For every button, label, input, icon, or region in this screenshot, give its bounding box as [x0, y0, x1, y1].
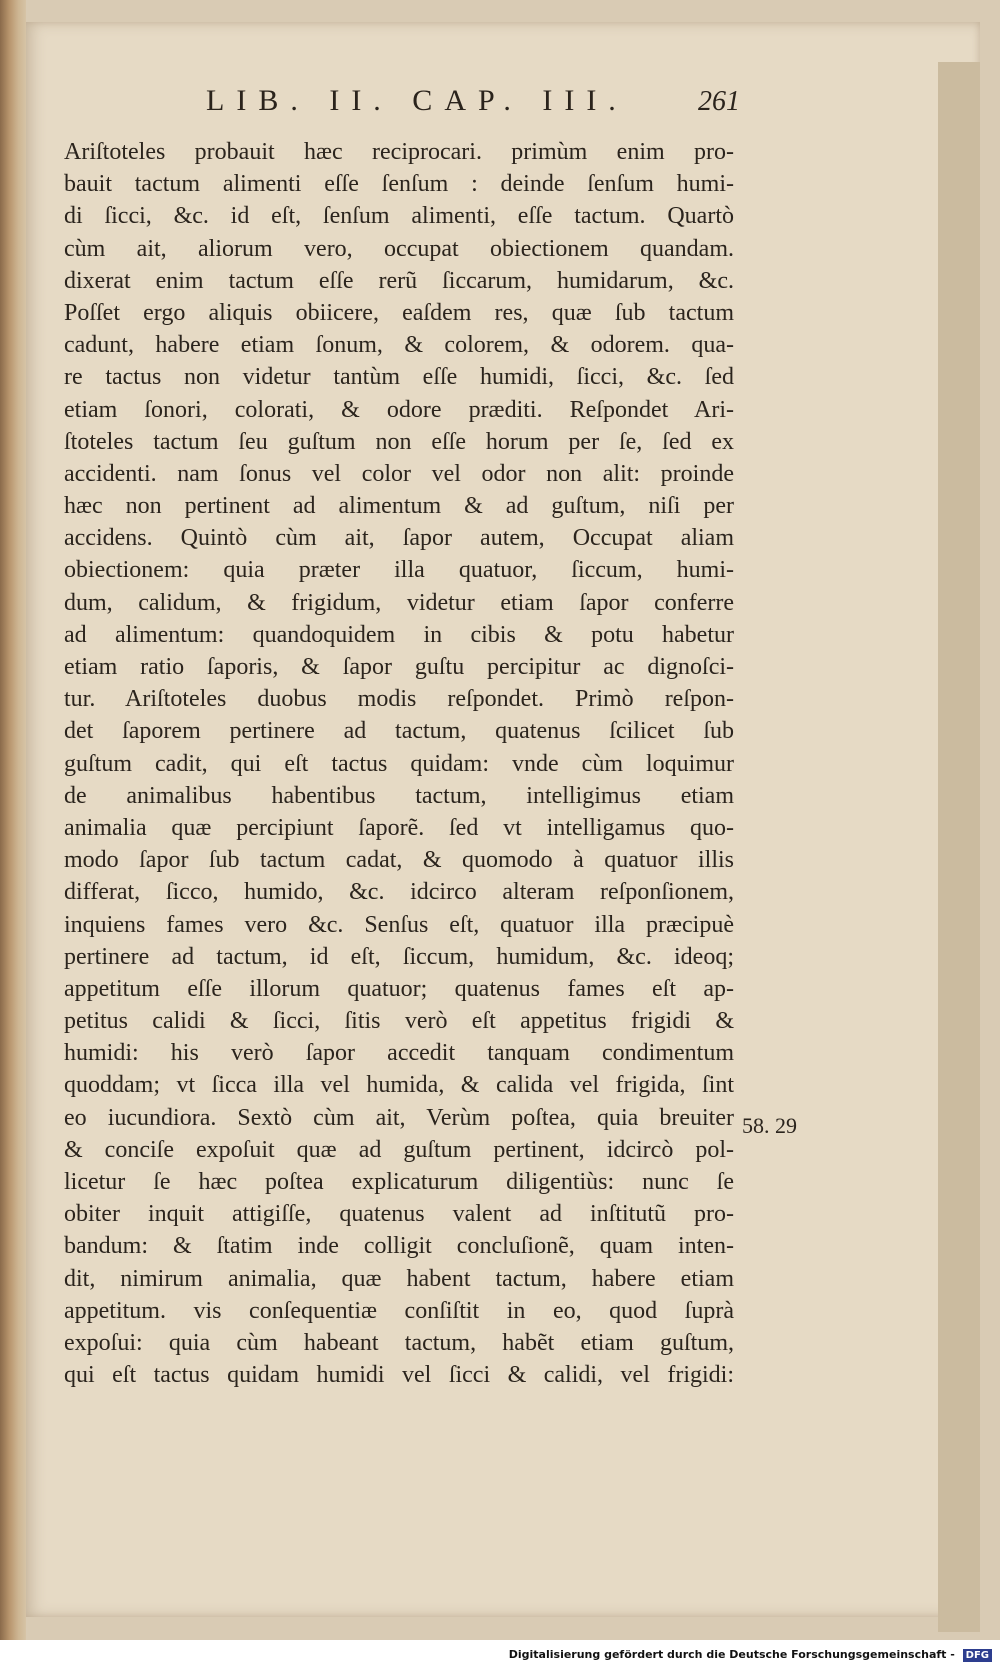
text-line: inquiens fames vero &c. Senſus eſt, quatuor illa præcipuè	[64, 911, 734, 938]
text-line: petitus calidi & ſicci, ſitis verò eſt appetitus frigidi &	[64, 1008, 734, 1035]
text-line: pertinere ad tactum, id eſt, ſiccum, humidum, &c. ideoq;	[64, 943, 734, 970]
text-line: licetur ſe hæc poſtea explicaturum diligentiùs: nunc ſe	[64, 1169, 734, 1195]
text-line: differat, ſicco, humido, &c. idcirco alteram reſponſionem,	[64, 879, 734, 906]
text-line: det ſaporem pertinere ad tactum, quatenus ſcilicet ſub	[64, 718, 734, 745]
text-line: modo ſapor ſub tactum cadat, & quomodo à quatuor illis	[64, 847, 734, 874]
text-line: etiam ſonori, colorati, & odore præditi. Reſpondet Ari-	[64, 396, 734, 423]
text-line: dixerat enim tactum eſſe rerũ ſiccarum, humidarum, &c.	[64, 267, 734, 294]
text-line: obiter inquit attigiſſe, quatenus valent ad inſtitutũ pro-	[64, 1201, 734, 1228]
text-line: bauit tactum alimenti eſſe ſenſum : deinde ſenſum humi-	[64, 171, 734, 198]
text-line: humidi: his verò ſapor accedit tanquam condimentum	[64, 1040, 734, 1067]
text-line: quoddam; vt ſicca illa vel humida, & calida vel frigida, ſint	[64, 1072, 734, 1099]
text-line: accidens. Quintò cùm ait, ſapor autem, Occupat aliam	[64, 525, 734, 552]
text-line: obiectionem: quia præter illa quatuor, ſiccum, humi-	[64, 557, 734, 584]
body-text	[64, 136, 734, 1391]
text-line: qui eſt tactus quidam humidi vel ſicci & calidi, vel frigidi:	[64, 1362, 734, 1389]
dfg-logo: DFG	[963, 1649, 992, 1662]
text-line: dum, calidum, & frigidum, videtur etiam ſapor conferre	[64, 589, 734, 616]
text-line: cadunt, habere etiam ſonum, & colorem, & odorem. qua-	[64, 332, 734, 359]
text-line: hæc non pertinent ad alimentum & ad guſtum, niſi per	[64, 493, 734, 520]
text-line: & conciſe expoſuit quæ ad guſtum pertinent, idcircò pol-	[64, 1136, 734, 1163]
text-line: expoſui: quia cùm habeant tactum, habẽt etiam guſtum,	[64, 1329, 734, 1356]
page-number: 261	[698, 86, 740, 117]
text-line: bandum: & ſtatim inde colligit concluſionẽ, quam inten-	[64, 1233, 734, 1260]
text-line: cùm ait, aliorum vero, occupat obiectionem quandam.	[64, 235, 734, 262]
digitization-credit	[509, 1648, 992, 1662]
text-line: ſtoteles tactum ſeu guſtum non eſſe horum per ſe, ſed ex	[64, 428, 734, 455]
text-line: ad alimentum: quandoquidem in cibis & potu habetur	[64, 621, 734, 648]
text-line: eo iucundiora. Sextò cùm ait, Verùm poſtea, quia breuiter	[64, 1104, 734, 1131]
text-line: dit, nimirum animalia, quæ habent tactum, habere etiam	[64, 1265, 734, 1292]
text-line: animalia quæ percipiunt ſaporẽ. ſed vt intelligamus quo-	[64, 814, 734, 841]
text-line: appetitum eſſe illorum quatuor; quatenus fames eſt ap-	[64, 975, 734, 1002]
text-line: de animalibus habentibus tactum, intelligimus etiam	[64, 782, 734, 809]
text-line: appetitum. vis conſequentiæ conſiſtit in eo, quod ſuprà	[64, 1297, 734, 1324]
margin-note: 58. 29	[742, 1113, 797, 1138]
text-line: di ſicci, &c. id eſt, ſenſum alimenti, eſſe tactum. Quartò	[64, 203, 734, 230]
text-line: tur. Ariſtoteles duobus modis reſpondet. Primò reſpon-	[64, 686, 734, 713]
running-head: LIB. II. CAP. III.	[206, 84, 628, 117]
text-line: guſtum cadit, qui eſt tactus quidam: vnde cùm loquimur	[64, 750, 734, 777]
credit-text: Digitalisierung gefördert durch die Deutsche Forschungsgemeinschaft -	[508, 1648, 955, 1661]
book-spine	[0, 0, 26, 1640]
text-line: Poſſet ergo aliquis obiicere, eaſdem res, quæ ſub tactum	[64, 299, 734, 326]
text-line: re tactus non videtur tantùm eſſe humidi, ſicci, &c. ſed	[64, 364, 734, 391]
text-line: Ariſtoteles probauit hæc reciprocari. primùm enim pro-	[64, 139, 734, 165]
text-line: etiam ratio ſaporis, & ſapor guſtu percipitur ac dignoſci-	[64, 654, 734, 680]
text-line: accidenti. nam ſonus vel color vel odor non alit: proinde	[64, 460, 734, 487]
page-edge	[938, 62, 980, 1632]
